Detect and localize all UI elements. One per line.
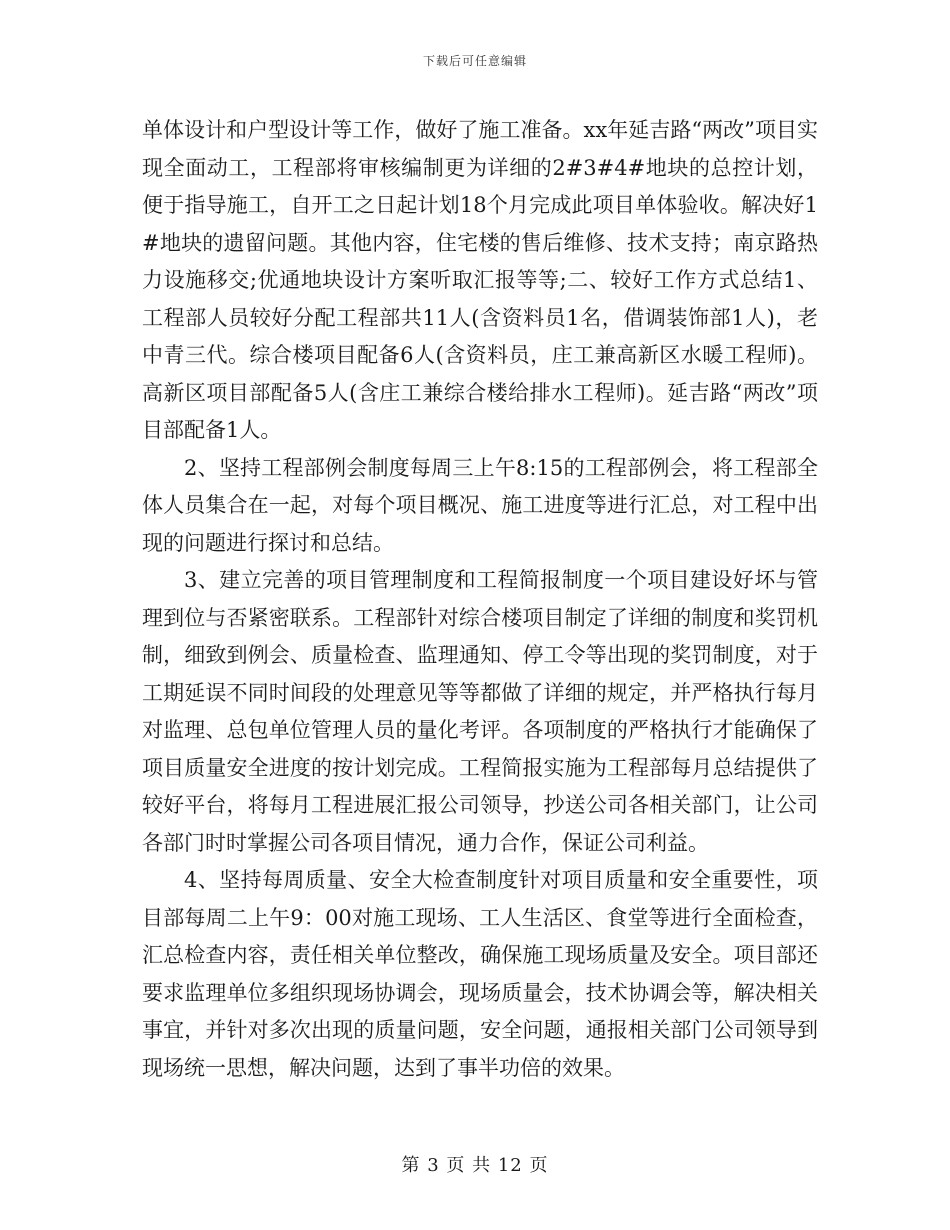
page-number-footer: 第 3 页 共 12 页 [401,1155,549,1176]
paragraph-item-3: 3、建立完善的项目管理制度和工程简报制度一个项目建设好坏与管理到位与否紧密联系。工程部针对综合楼项目制定了详细的制度和奖罚机制，细致到例会、质量检查、监理通知、停工令等出现的奖罚制度，对于工期延误不同时间段的处理意见等等都做了详细的规定，并严格执行每月对监理、总包单位管理人员的量化考评。各项制度的严格执行才能确保了项目质量安全进度的按计划完成。工程简报实施为工程部每月总结提供了较好平台，将每月工程进展汇报公司领导，抄送公司各相关部门，让公司各部门时时掌握公司各项目情况，通力合作，保证公司利益。 [142,568,818,855]
document-body [142,112,818,1087]
paragraph-continuation: 单体设计和户型设计等工作，做好了施工准备。xx年延吉路“两改”项目实现全面动工，工程部将审核编制更为详细的2#3#4#地块的总控计划，便于指导施工，自开工之日起计划18个月完成此项目单体验收。解决好1#地块的遗留问题。其他内容，住宅楼的售后维修、技术支持；南京路热力设施移交;优通地块设计方案听取汇报等等;二、较好工作方式总结1、工程部人员较好分配工程部共11人(含资料员1名，借调装饰部1人)，老中青三代。综合楼项目配备6人(含资料员，庄工兼高新区水暖工程师)。高新区项目部配备5人(含庄工兼综合楼给排水工程师)。延吉路“两改”项目部配备1人。 [142,118,818,442]
paragraph-item-4: 4、坚持每周质量、安全大检查制度针对项目质量和安全重要性，项目部每周二上午9：00对施工现场、工人生活区、食堂等进行全面检查，汇总检查内容，责任相关单位整改，确保施工现场质量及安全。项目部还要求监理单位多组织现场协调会，现场质量会，技术协调会等，解决相关事宜，并针对多次出现的质量问题，安全问题，通报相关部门公司领导到现场统一思想，解决问题，达到了事半功倍的效果。 [142,868,818,1080]
paragraph-item-2: 2、坚持工程部例会制度每周三上午8:15的工程部例会，将工程部全体人员集合在一起，对每个项目概况、施工进度等进行汇总，对工程中出现的问题进行探讨和总结。 [142,455,818,555]
page-header: 下载后可任意编辑 [422,54,527,68]
